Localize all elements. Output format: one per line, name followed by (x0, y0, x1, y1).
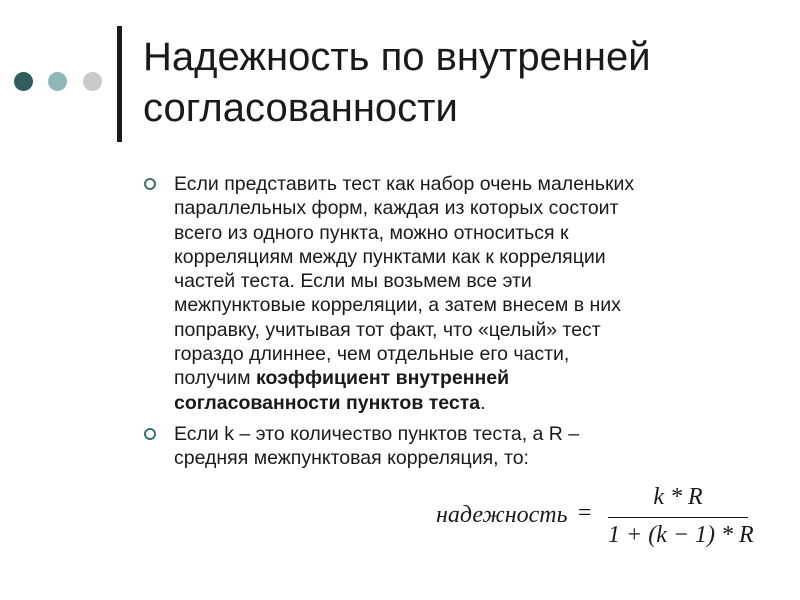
title-divider-bar (117, 26, 122, 142)
bullet1-line-10 (174, 391, 743, 415)
bullet2-line-1: Если k – это количество пунктов теста, а R – (174, 422, 580, 445)
fraction-bar (608, 517, 748, 518)
dot-teal (48, 72, 67, 91)
dot-gray (83, 72, 102, 91)
formula-lhs: надежность (436, 502, 568, 528)
title-line-2: согласованности (143, 86, 458, 130)
bullet1-line: гораздо длиннее, чем отдельные его части, (174, 343, 570, 366)
formula-denominator: 1 + (k − 1) * R (608, 522, 754, 548)
title-line-1: Надежность по внутренней (143, 35, 651, 79)
bullet-item-2 (143, 422, 743, 471)
bullet1-suffix: . (480, 391, 486, 414)
bullet1-bold-term-2: согласованности пунктов теста (174, 391, 481, 414)
bullet1-prefix: получим (174, 367, 256, 390)
bullet1-line: межпунктовые корреляции, а затем внесем в них (174, 294, 621, 317)
bullet1-line: частей теста. Если мы возьмем все эти (174, 270, 532, 293)
bullet-list (143, 172, 743, 478)
slide-title (143, 32, 783, 134)
formula-numerator: k * R (653, 484, 703, 510)
bullet1-bold-term: коэффициент внутренней (255, 367, 510, 390)
bullet1-line-9 (174, 366, 743, 390)
bullet1-line: параллельных форм, каждая из которых состоит (174, 197, 619, 220)
dot-dark (14, 72, 33, 91)
bullet-ring-icon (144, 428, 156, 440)
bullet-ring-icon (144, 178, 156, 190)
bullet1-line: корреляциям между пунктами как к корреляции (174, 245, 606, 268)
bullet1-line: Если представить тест как набор очень маленьких (174, 173, 635, 195)
formula-equals: = (578, 500, 592, 526)
bullet1-line: всего из одного пункта, можно относиться к (174, 221, 569, 244)
bullet1-line: поправку, учитывая тот факт, что «целый» тест (174, 318, 601, 341)
bullet2-line-2: средняя межпунктовая корреляция, то: (174, 447, 529, 470)
bullet-item-1 (143, 172, 743, 415)
